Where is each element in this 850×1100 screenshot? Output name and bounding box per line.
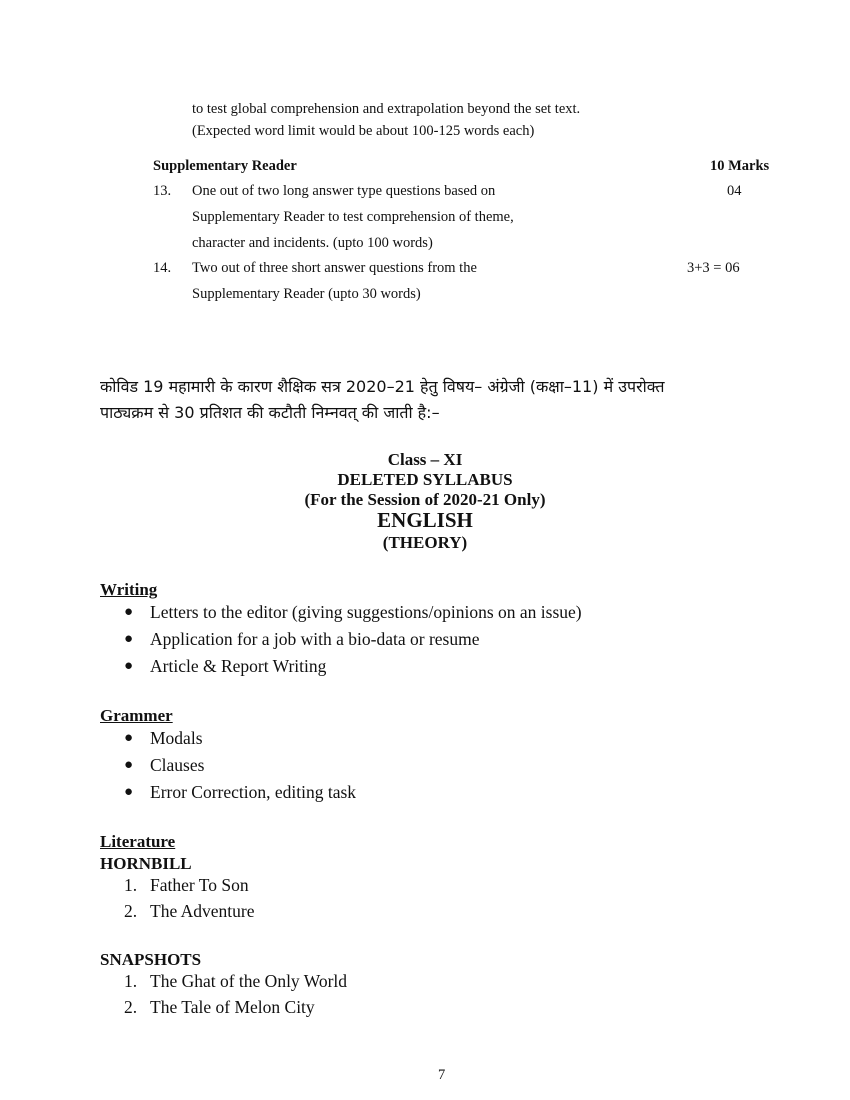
grammar-heading: Grammer: [100, 706, 173, 725]
question-13-line-3: character and incidents. (upto 100 words): [192, 235, 433, 251]
bullet-icon: ●: [124, 604, 134, 620]
deleted-syllabus-title: DELETED SYLLABUS: [337, 470, 513, 489]
bullet-icon: ●: [124, 784, 134, 800]
page-number: 7: [438, 1067, 446, 1083]
writing-item: Letters to the editor (giving suggestions/opinions on an issue): [150, 602, 582, 622]
supplementary-reader-marks: 10 Marks: [710, 158, 770, 174]
grammar-item: Modals: [150, 728, 203, 748]
bullet-icon: ●: [124, 757, 134, 773]
continuation-line-1: to test global comprehension and extrapolation beyond the set text.: [192, 101, 581, 117]
question-13-line-2: Supplementary Reader to test comprehension of theme,: [192, 209, 514, 225]
question-13-marks: 04: [727, 183, 742, 199]
question-13-line-1: One out of two long answer type questions based on: [192, 183, 496, 199]
subject-title: ENGLISH: [377, 508, 473, 532]
hornbill-item: The Adventure: [150, 901, 255, 921]
snapshots-item: The Tale of Melon City: [150, 997, 315, 1017]
writing-item: Application for a job with a bio-data or resume: [150, 629, 480, 649]
question-13-number: 13.: [153, 183, 172, 199]
continuation-line-2: (Expected word limit would be about 100-125 words each): [192, 123, 535, 139]
bullet-icon: ●: [124, 631, 134, 647]
bullet-icon: ●: [124, 658, 134, 674]
hindi-note-line-1: कोविड 19 महामारी के कारण शैक्षिक सत्र 2020–21 हेतु विषय– अंग्रेजी (कक्षा–11) में उपरोक्त: [100, 377, 665, 396]
grammar-item: Error Correction, editing task: [150, 782, 357, 802]
hornbill-item-number: 1.: [124, 875, 138, 895]
writing-item: Article & Report Writing: [150, 656, 327, 676]
snapshots-title: SNAPSHOTS: [100, 950, 202, 969]
grammar-item: Clauses: [150, 755, 205, 775]
snapshots-item-number: 2.: [124, 997, 138, 1017]
session-title: (For the Session of 2020-21 Only): [304, 490, 546, 509]
theory-title: (THEORY): [382, 533, 468, 552]
hornbill-item: Father To Son: [150, 875, 249, 895]
question-14-number: 14.: [153, 260, 172, 276]
snapshots-item-number: 1.: [124, 971, 138, 991]
question-14-line-1: Two out of three short answer questions from the: [192, 260, 477, 276]
question-14-line-2: Supplementary Reader (upto 30 words): [192, 286, 421, 302]
snapshots-item: The Ghat of the Only World: [150, 971, 348, 991]
hornbill-title: HORNBILL: [100, 854, 192, 873]
literature-heading: Literature: [100, 832, 176, 851]
bullet-icon: ●: [124, 730, 134, 746]
supplementary-reader-title: Supplementary Reader: [153, 158, 297, 174]
class-title: Class – XI: [387, 450, 463, 469]
hornbill-item-number: 2.: [124, 901, 138, 921]
writing-heading: Writing: [100, 580, 158, 599]
question-14-marks: 3+3 = 06: [687, 260, 740, 276]
hindi-note-line-2: पाठ्यक्रम से 30 प्रतिशत की कटौती निम्नवत् की जाती है:–: [100, 403, 440, 422]
